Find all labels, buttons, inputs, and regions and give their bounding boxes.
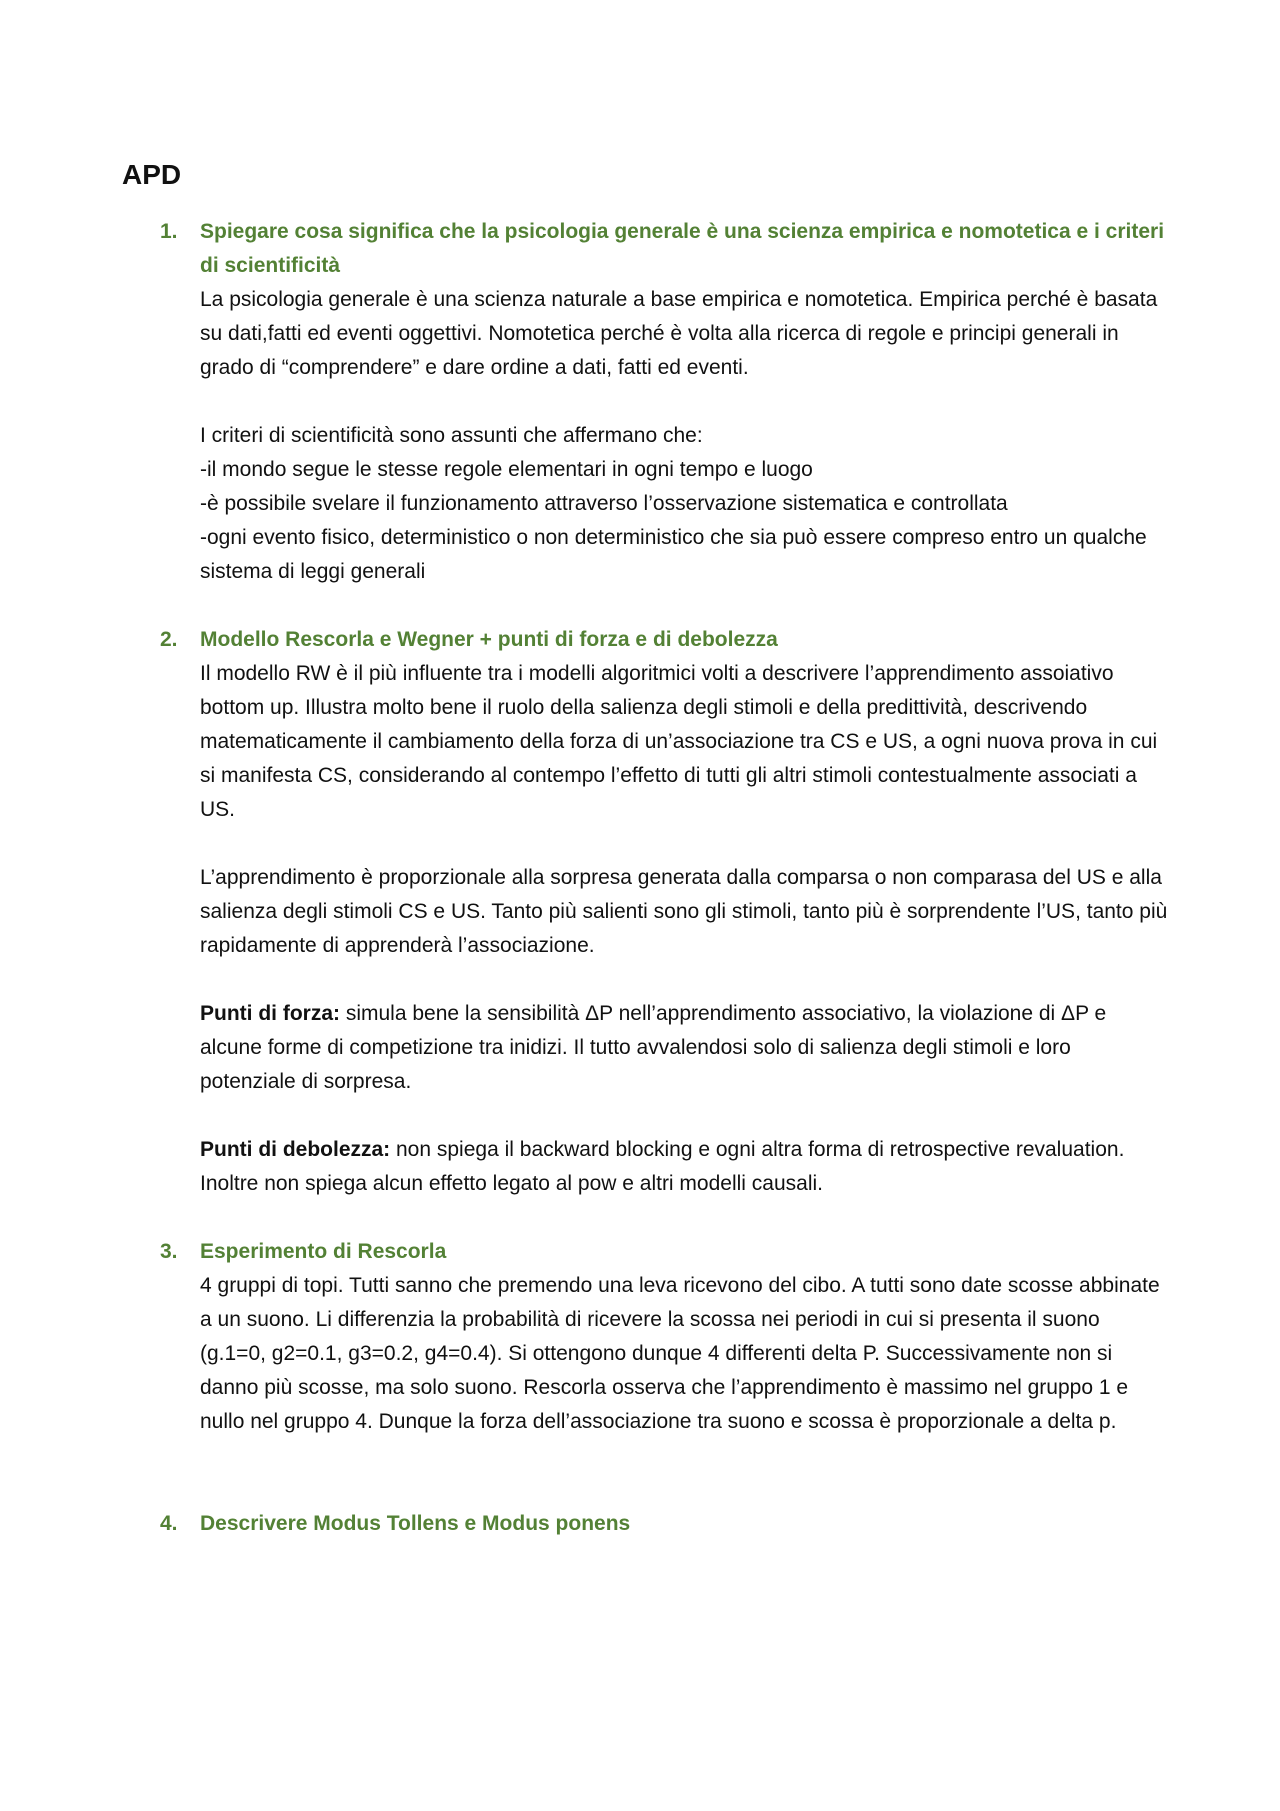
question-number: 3. [160,1240,178,1263]
weaknesses-paragraph [200,1133,1170,1201]
question-title: Spiegare cosa significa che la psicologia generale è una scienza empirica e nomotetica e i criteri di scientificità [200,220,1165,277]
paragraph-gap [200,385,1170,419]
question-title: Esperimento di Rescorla [200,1240,447,1263]
question-1 [0,215,1170,589]
strengths-text: simula bene la sensibilità ΔP nell’apprendimento associativo, la violazione di ΔP e alcune forme di competizione tra inidizi. Il tutto avvalendosi solo di salienza degli stimoli e loro potenziale di sorpresa. [200,1002,1107,1093]
strengths-label: Punti di forza: [200,1002,340,1025]
question-4 [0,1507,1170,1541]
answer-paragraph: La psicologia generale è una scienza naturale a base empirica e nomotetica. Empirica perché è basata su dati,fatti ed eventi oggettivi. Nomotetica perché è volta alla ricerca di regole e principi generali in grado di “comprendere” e dare ordine a dati, fatti ed eventi. [200,288,1158,379]
paragraph-gap [200,827,1170,861]
question-separator [0,1201,1280,1235]
question-number: 4. [160,1512,178,1535]
question-list [0,215,1280,1541]
question-title: Modello Rescorla e Wegner + punti di forza e di debolezza [200,628,778,651]
answer-list-line: -ogni evento fisico, deterministico o non deterministico che sia può essere compreso entro un qualche sistema di leggi generali [200,526,1147,583]
paragraph-gap [200,963,1170,997]
question-separator [0,589,1280,623]
answer-paragraph: Il modello RW è il più influente tra i modelli algoritmici volti a descrivere l’apprendimento assoiativo bottom up. Illustra molto bene il ruolo della salienza degli stimoli e della predittività, descrivendo matematicamente il cambiamento della forza di un’associazione tra CS e US, a ogni nuova prova in cui si manifesta CS, considerando al contempo l’effetto di tutti gli altri stimoli contestualmente associati a US. [200,662,1158,821]
question-number: 2. [160,628,178,651]
answer-paragraph: L’apprendimento è proporzionale alla sorpresa generata dalla comparsa o non comparasa del US e alla salienza degli stimoli CS e US. Tanto più salienti sono gli stimoli, tanto più è sorprendente l’US, tanto più rapidamente di apprenderà l’associazione. [200,866,1168,957]
answer-list-line: -il mondo segue le stesse regole elementari in ogni tempo e luogo [200,458,813,481]
answer-paragraph: I criteri di scientificità sono assunti che affermano che: [200,424,703,447]
question-separator [0,1439,1280,1507]
strengths-paragraph [200,997,1170,1099]
paragraph-gap [200,1099,1170,1133]
question-number: 1. [160,220,178,243]
answer-list-line: -è possibile svelare il funzionamento attraverso l’osservazione sistematica e controllata [200,492,1008,515]
weaknesses-label: Punti di debolezza: [200,1138,391,1161]
answer-paragraph: 4 gruppi di topi. Tutti sanno che premendo una leva ricevono del cibo. A tutti sono date scosse abbinate a un suono. Li differenzia la probabilità di ricevere la scossa nei periodi in cui si presenta il suono (g.1=0, g2=0.1, g3=0.2, g4=0.4). Si ottengono dunque 4 differenti delta P. Successivamente non si danno più scosse, ma solo suono. Rescorla osserva che l’apprendimento è massimo nel gruppo 1 e nullo nel gruppo 4. Dunque la forza dell’associazione tra suono e scossa è proporzionale a delta p. [200,1274,1160,1433]
weaknesses-text: non spiega il backward blocking e ogni altra forma di retrospective revaluation. Inoltre non spiega alcun effetto legato al pow e altri modelli causali. [200,1138,1125,1195]
question-3 [0,1235,1170,1439]
question-2 [0,623,1170,1201]
document-title: APD [122,159,182,190]
question-title: Descrivere Modus Tollens e Modus ponens [200,1512,631,1535]
